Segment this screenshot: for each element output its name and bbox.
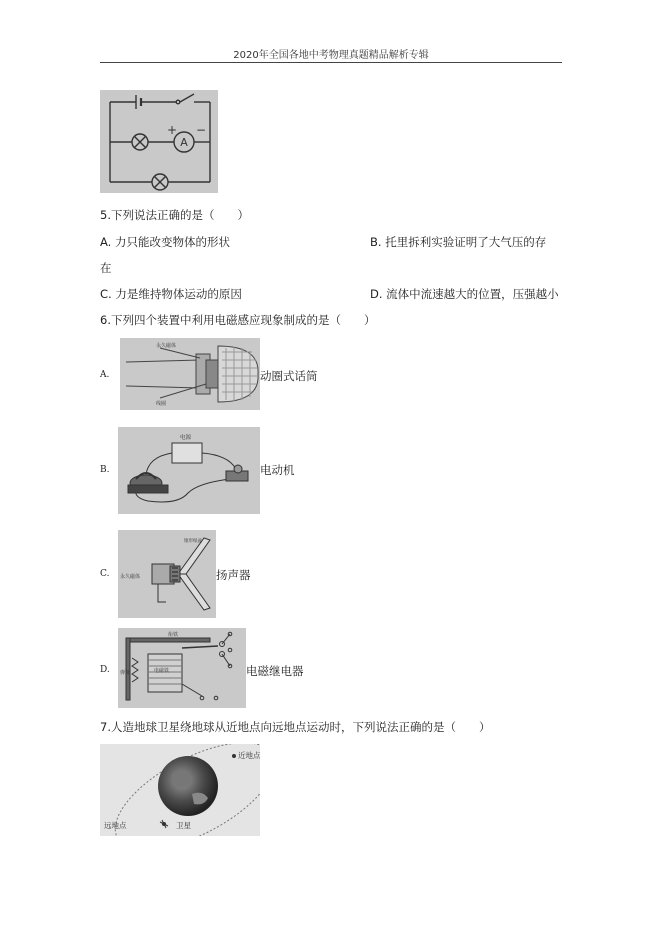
switch-blade bbox=[180, 94, 194, 102]
speaker-drawing bbox=[118, 530, 216, 618]
q6-stem: 6.下列四个装置中利用电磁感应现象制成的是（ ） bbox=[100, 313, 376, 327]
q6-option-d-label: 电磁继电器 bbox=[246, 664, 304, 678]
ammeter-label: A bbox=[180, 136, 188, 149]
circuit-diagram bbox=[100, 90, 218, 193]
microphone-drawing bbox=[120, 338, 260, 410]
q5-stem: 5.下列说法正确的是（ ） bbox=[100, 208, 249, 222]
satellite-orbit-figure bbox=[100, 744, 260, 836]
switch-pivot bbox=[176, 100, 180, 104]
microphone-magnet-label: 永久磁体 bbox=[156, 343, 177, 349]
motor-figure bbox=[118, 427, 260, 514]
q5-option-b-wrap: 在 bbox=[100, 261, 112, 275]
q5-option-a: A. 力只能改变物体的形状 bbox=[100, 235, 230, 249]
header-rule bbox=[100, 62, 562, 63]
page-header: 2020年全国各地中考物理真题精品解析专辑 bbox=[233, 50, 429, 61]
orbit-drawing bbox=[100, 744, 260, 836]
q6-option-a-label: 动圈式话筒 bbox=[260, 369, 318, 383]
microphone-figure bbox=[120, 338, 260, 410]
perigee-label: 近地点 bbox=[238, 751, 260, 760]
q5-option-b: B. 托里拆利实验证明了大气压的存 bbox=[370, 235, 547, 249]
q6-option-c-letter: C. bbox=[100, 569, 110, 579]
relay-figure bbox=[118, 628, 246, 708]
motor-power-label: 电源 bbox=[180, 435, 192, 441]
motor-drawing bbox=[118, 427, 260, 514]
microphone-coil-label: 线圈 bbox=[156, 401, 167, 407]
q6-option-b-label: 电动机 bbox=[260, 463, 295, 477]
q7-stem: 7.人造地球卫星绕地球从近地点向远地点运动时，下列说法正确的是（ ） bbox=[100, 720, 491, 734]
perigee-dot bbox=[232, 754, 236, 758]
ammeter-plus: + bbox=[167, 123, 178, 137]
relay-spring-label: 弹簧 bbox=[120, 670, 131, 676]
speaker-magnet-label: 永久磁体 bbox=[120, 574, 141, 580]
ammeter-minus: − bbox=[196, 123, 207, 137]
q6-option-a-letter: A. bbox=[100, 370, 110, 380]
relay-armature-label: 衔铁 bbox=[168, 632, 179, 638]
q6-option-d-letter: D. bbox=[100, 665, 110, 675]
circuit-figure bbox=[100, 90, 218, 193]
relay-drawing bbox=[118, 628, 246, 708]
q5-option-d: D. 流体中流速越大的位置，压强越小 bbox=[370, 287, 559, 301]
speaker-cone-label: 锥形纸盆 bbox=[184, 539, 202, 544]
speaker-figure bbox=[118, 530, 216, 618]
relay-electromagnet-label: 电磁铁 bbox=[154, 668, 170, 674]
satellite-label: 卫星 bbox=[176, 821, 191, 830]
apogee-label: 远地点 bbox=[104, 821, 127, 830]
q6-option-c-label: 扬声器 bbox=[216, 568, 251, 582]
q6-option-b-letter: B. bbox=[100, 465, 110, 475]
q5-option-c: C. 力是维持物体运动的原因 bbox=[100, 287, 242, 301]
